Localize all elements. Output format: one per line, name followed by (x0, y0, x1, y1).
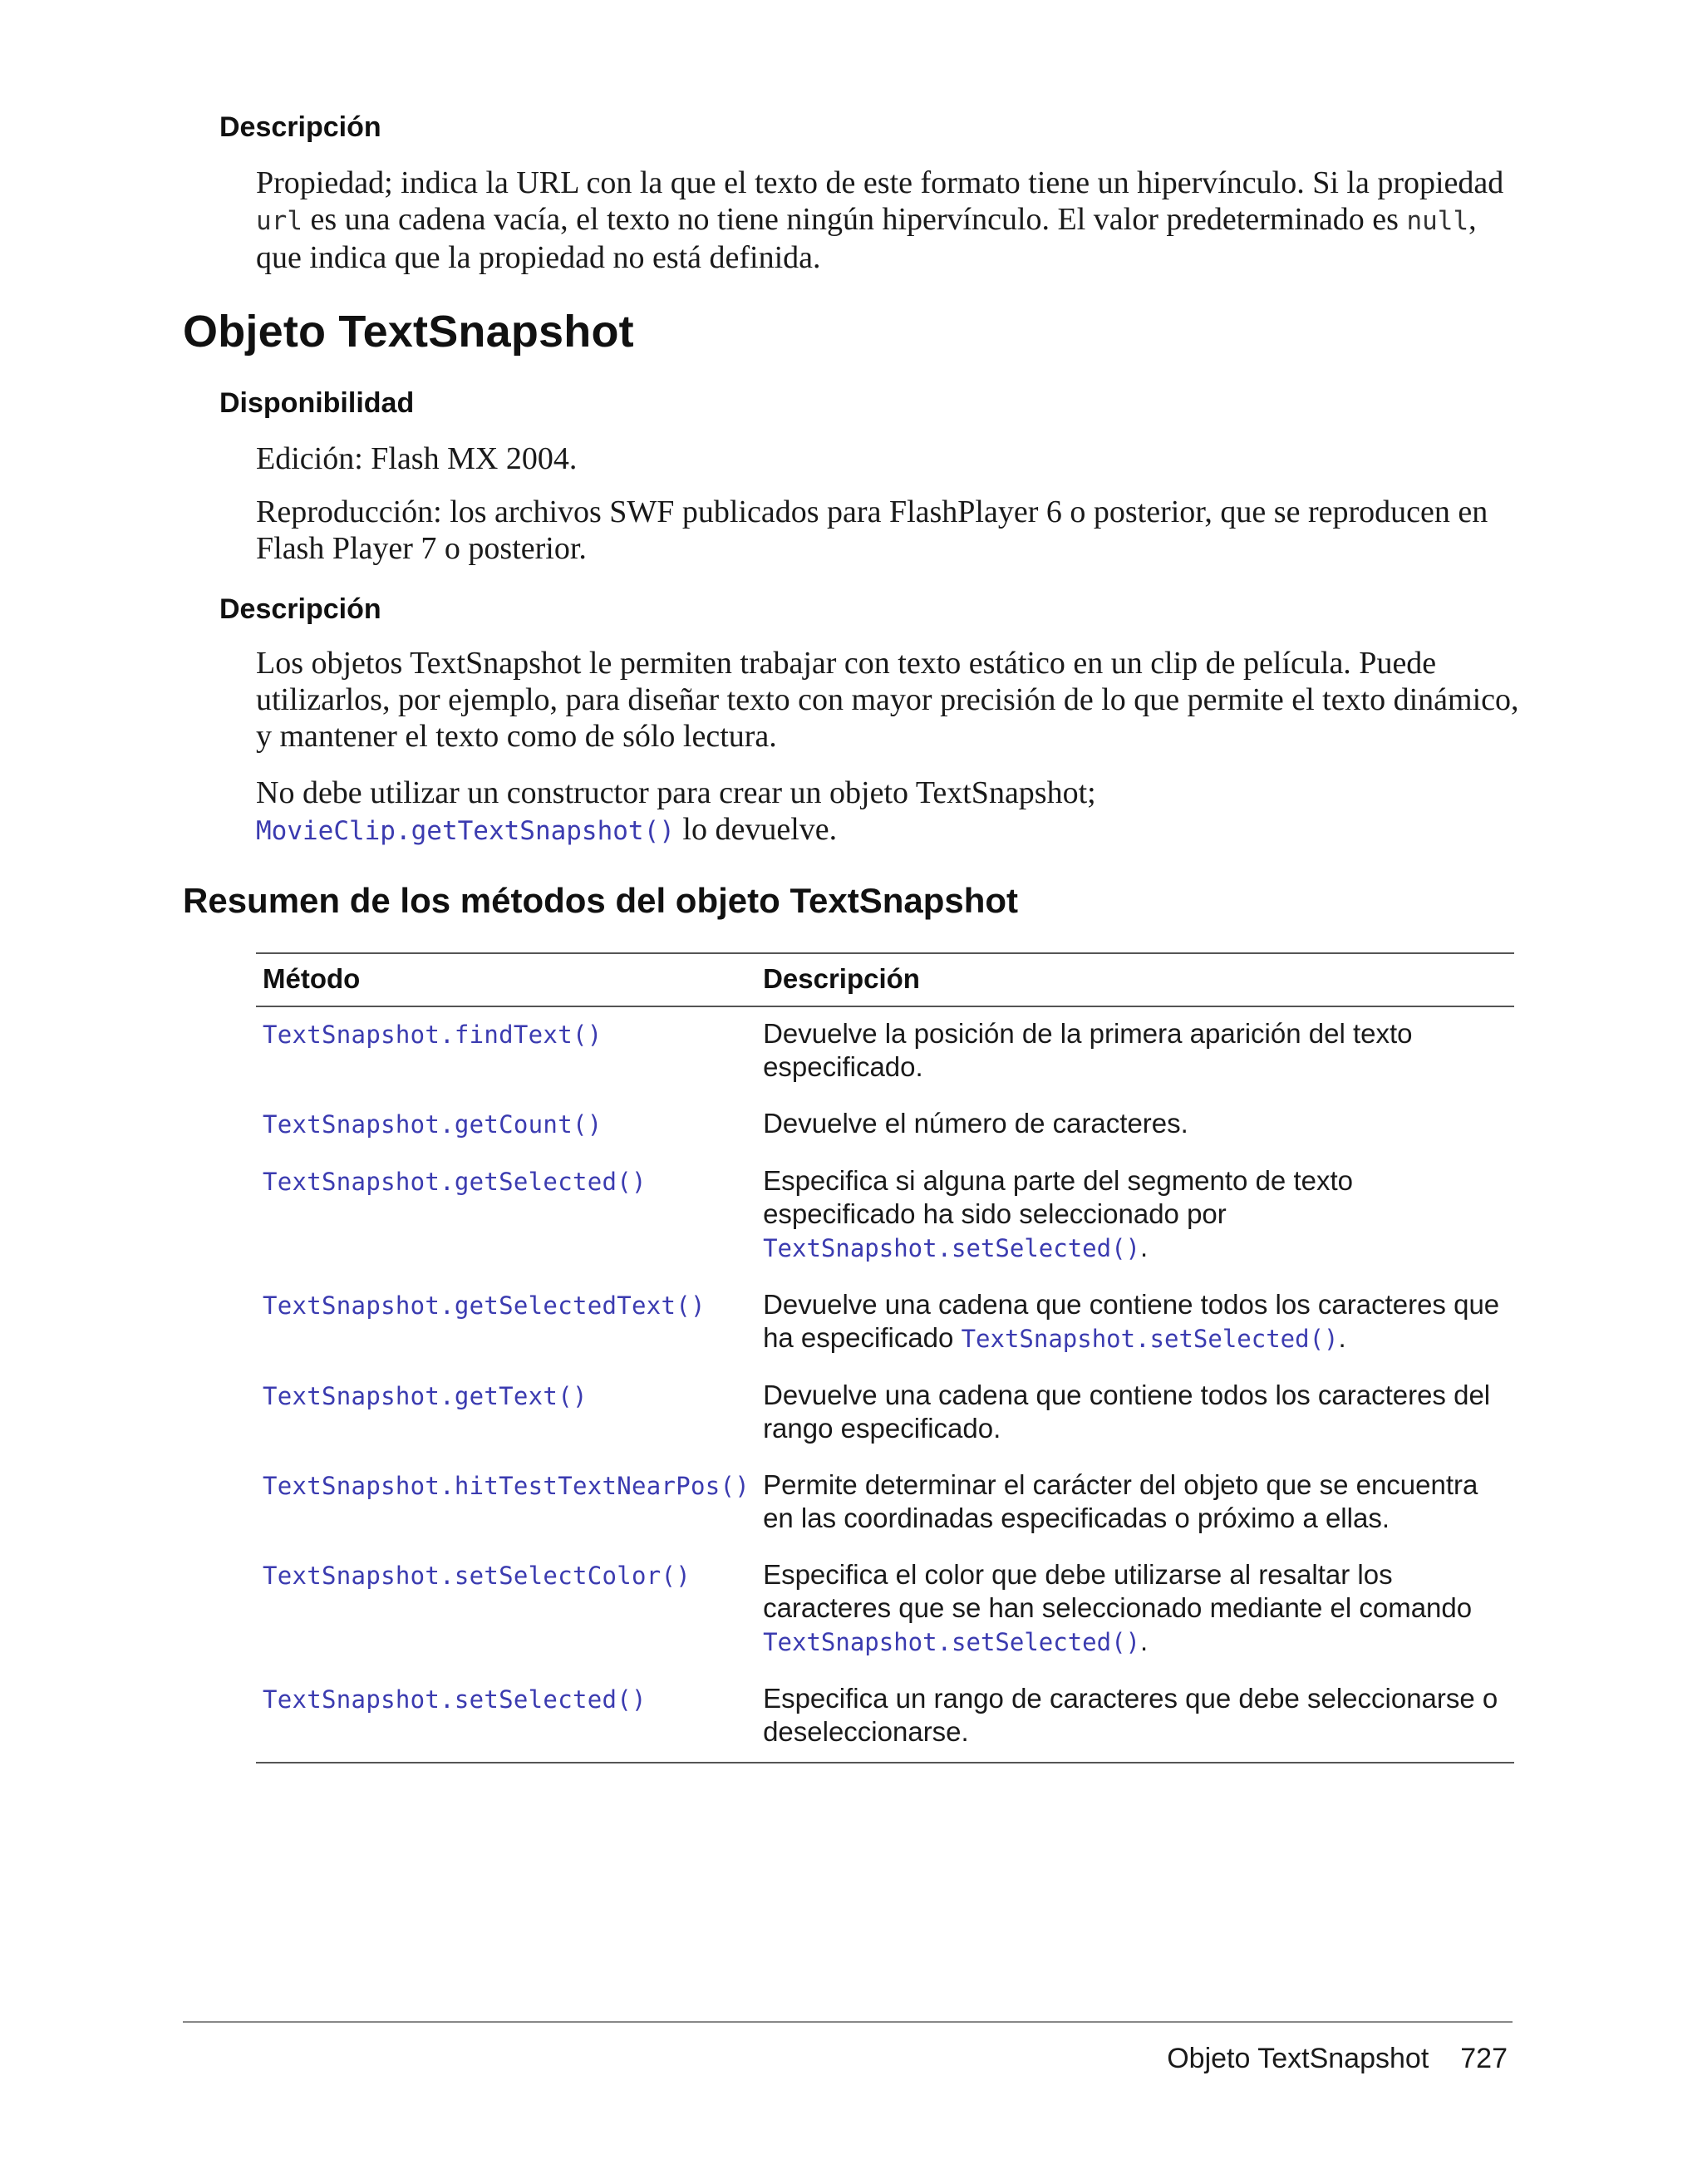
method-link[interactable]: TextSnapshot.findText() (263, 1021, 603, 1049)
footer-title: Objeto TextSnapshot (1167, 2043, 1429, 2074)
edition-paragraph: Edición: Flash MX 2004. (256, 441, 578, 476)
page-footer (1167, 2043, 1508, 2075)
table-row (256, 1006, 1514, 1097)
url-property-paragraph: Propiedad; indica la URL con la que el texto de este formato tiene un hipervínculo. Si la propiedad url es una cadena vacía, el texto no tiene ningún hipervínculo. El valor predeterminado es null, que indica que la propiedad no está definida. (256, 165, 1504, 275)
description-column-header: Descripción (756, 953, 1514, 1006)
table-row (256, 1097, 1514, 1154)
description-heading: Descripción (219, 593, 381, 625)
method-link[interactable]: TextSnapshot.getSelected() (263, 1168, 647, 1196)
table-row (256, 1154, 1514, 1278)
method-link[interactable]: TextSnapshot.setSelected() (263, 1685, 647, 1714)
method-link[interactable]: TextSnapshot.setSelectColor() (263, 1562, 691, 1590)
method-description: Devuelve el número de caracteres. (763, 1108, 1188, 1139)
page-number: 727 (1460, 2043, 1508, 2074)
playback-paragraph: Reproducción: los archivos SWF publicados para FlashPlayer 6 o posterior, que se reproducen en Flash Player 7 o posterior. (256, 494, 1488, 566)
method-description: Devuelve una cadena que contiene todos los caracteres que ha especificado TextSnapshot.setSelected(). (763, 1289, 1500, 1353)
setSelected-link[interactable]: TextSnapshot.setSelected() (763, 1628, 1141, 1656)
getTextSnapshot-link[interactable]: MovieClip.getTextSnapshot() (256, 816, 675, 846)
table-row (256, 1672, 1514, 1763)
table-row (256, 1278, 1514, 1369)
method-link[interactable]: TextSnapshot.getCount() (263, 1110, 603, 1139)
section-title: Objeto TextSnapshot (183, 307, 634, 357)
footer-divider (183, 2021, 1513, 2023)
description-paragraph: Los objetos TextSnapshot le permiten trabajar con texto estático en un clip de película. Puede utilizarlos, por ejemplo, para diseñar texto con mayor precisión de lo que permite el texto dinámico, y mantener el texto como de sólo lectura. (256, 646, 1519, 754)
method-column-header: Método (256, 953, 756, 1006)
method-description: Especifica si alguna parte del segmento de texto especificado ha sido seleccionado por TextSnapshot.setSelected(). (763, 1165, 1353, 1262)
method-description: Devuelve la posición de la primera aparición del texto especificado. (763, 1018, 1413, 1082)
method-link[interactable]: TextSnapshot.getSelectedText() (263, 1291, 706, 1320)
description-heading-top: Descripción (219, 111, 381, 143)
setSelected-link[interactable]: TextSnapshot.setSelected() (763, 1234, 1141, 1262)
url-code: url (256, 206, 303, 236)
table-row (256, 1458, 1514, 1548)
setSelected-link[interactable]: TextSnapshot.setSelected() (961, 1325, 1339, 1353)
methods-summary-title: Resumen de los métodos del objeto TextSnapshot (183, 881, 1019, 920)
null-code: null (1406, 206, 1469, 236)
methods-table-header (256, 953, 1514, 1006)
method-description: Permite determinar el carácter del objeto que se encuentra en las coordinadas especificadas o próximo a ellas. (763, 1469, 1478, 1533)
method-description: Especifica un rango de caracteres que debe seleccionarse o deseleccionarse. (756, 1672, 1514, 1763)
table-row (256, 1369, 1514, 1458)
methods-table (256, 952, 1514, 1763)
table-row (256, 1548, 1514, 1672)
availability-heading: Disponibilidad (219, 387, 415, 419)
method-link[interactable]: TextSnapshot.getText() (263, 1382, 588, 1410)
method-description: Especifica el color que debe utilizarse al resaltar los caracteres que se han seleccionado mediante el comando TextSnapshot.setSelected(). (763, 1559, 1473, 1656)
constructor-paragraph: No debe utilizar un constructor para crear un objeto TextSnapshot; MovieClip.getTextSnapshot() lo devuelve. (256, 775, 1096, 847)
method-link[interactable]: TextSnapshot.hitTestTextNearPos() (263, 1472, 750, 1500)
method-description: Devuelve una cadena que contiene todos los caracteres del rango especificado. (763, 1380, 1491, 1444)
